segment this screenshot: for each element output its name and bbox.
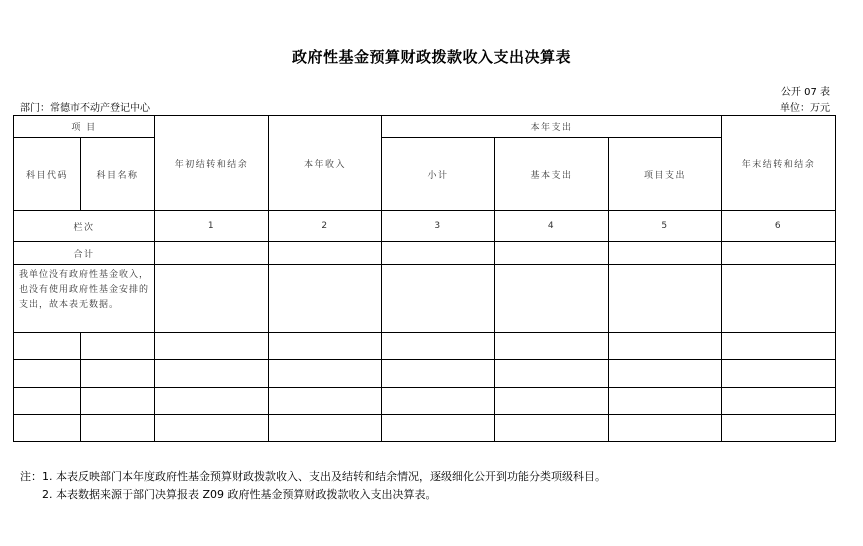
column-index-3: 3 [382,211,495,242]
table-cell [155,265,269,333]
table-row [14,388,836,415]
table-row [14,415,836,442]
header-code: 科目代码 [14,138,81,211]
table-cell [382,265,495,333]
column-index-2: 2 [269,211,382,242]
header-project-expense: 项目支出 [609,138,722,211]
form-number: 公开 07 表 [780,87,830,98]
header-name: 科目名称 [81,138,155,211]
unit-label: 单位：万元 [780,103,830,114]
budget-table [13,115,836,442]
total-cell [609,242,722,265]
header-expense: 本年支出 [382,116,722,138]
column-index-1: 1 [155,211,269,242]
header-end-balance: 年末结转和结余 [722,116,836,211]
table-row [14,333,836,360]
column-index-5: 5 [609,211,722,242]
total-label: 合计 [14,242,155,265]
total-cell [382,242,495,265]
table-cell [495,265,609,333]
total-cell [722,242,836,265]
total-cell [269,242,382,265]
table-cell [609,265,722,333]
header-begin-balance: 年初结转和结余 [155,116,269,211]
footnote-2: 2. 本表数据来源于部门决算报表 Z09 政府性基金预算财政拨款收入支出决算表。 [42,488,437,501]
total-cell [495,242,609,265]
header-subtotal: 小计 [382,138,495,211]
header-item: 项 目 [14,116,155,138]
table-cell [269,265,382,333]
footnote-1: 注：1. 本表反映部门本年度政府性基金预算财政拨款收入、支出及结转和结余情况，逐级细化公开到功能分类项级科目。 [20,470,606,483]
department-label: 部门：常德市不动产登记中心 [20,103,150,114]
no-data-note: 我单位没有政府性基金收入，也没有使用政府性基金安排的支出，故本表无数据。 [14,265,155,333]
table-cell [722,265,836,333]
table-row [14,360,836,388]
column-index-4: 4 [495,211,609,242]
total-cell [155,242,269,265]
header-basic-expense: 基本支出 [495,138,609,211]
column-index-label: 栏次 [14,211,155,242]
column-index-6: 6 [722,211,836,242]
page-title: 政府性基金预算财政拨款收入支出决算表 [291,48,571,66]
header-income: 本年收入 [269,116,382,211]
